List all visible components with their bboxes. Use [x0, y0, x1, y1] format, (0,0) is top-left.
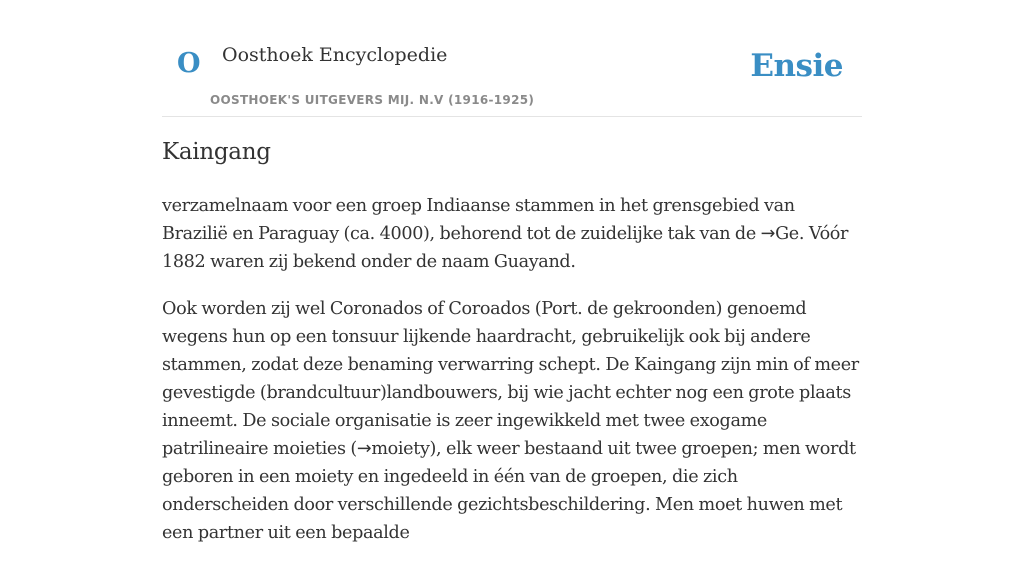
ensie-brand-logo[interactable]: Ensie: [750, 48, 843, 84]
publication-title[interactable]: Oosthoek Encyclopedie: [222, 44, 448, 66]
publication-logo[interactable]: O: [177, 48, 201, 79]
entry-title: Kaingang: [162, 139, 271, 165]
paragraph-text: verzamelnaam voor een groep Indiaanse stammen in het grensgebied van Brazilië en Paraguay (ca. 4000), behorend tot de zuidelijke tak van de: [162, 196, 795, 244]
arrow-right-icon: →: [760, 224, 776, 244]
cross-reference-link-ge[interactable]: Ge: [775, 224, 799, 244]
entry-body: [162, 192, 862, 566]
paragraph-text: Ook worden zij wel Coronados of Coroados (Port. de gekroonden) genoemd wegens hun op een tonsuur lijkende haardracht, gebruikelijk ook bij andere stammen, zodat deze benaming verwarring schept. De Kaingang zijn min of meer gevestigde (brandcultuur)landbouwers, bij wie jacht echter nog een grote plaats inneemt. De sociale organisatie is zeer ingewikkeld met twee exogame patrilineaire moieties (: [162, 299, 859, 459]
cross-reference-link-moiety[interactable]: moiety: [371, 439, 430, 459]
paragraph-text: ), elk weer bestaand uit twee groepen; men wordt geboren in een moiety en ingedeeld in één van de groepen, die zich onderscheiden door verschillende gezichtsbeschildering. Men moet huwen met een partner uit een bepaalde: [162, 439, 856, 543]
entry-paragraph: [162, 192, 862, 276]
paragraph-text: . Vóór 1882 waren zij bekend onder de naam Guayand.: [162, 224, 849, 272]
page-container: [162, 0, 862, 543]
arrow-right-icon: →: [356, 439, 372, 459]
header: [162, 0, 862, 117]
entry-paragraph: [162, 295, 862, 547]
publication-subtitle: OOSTHOEK'S UITGEVERS MIJ. N.V (1916-1925): [210, 93, 535, 107]
